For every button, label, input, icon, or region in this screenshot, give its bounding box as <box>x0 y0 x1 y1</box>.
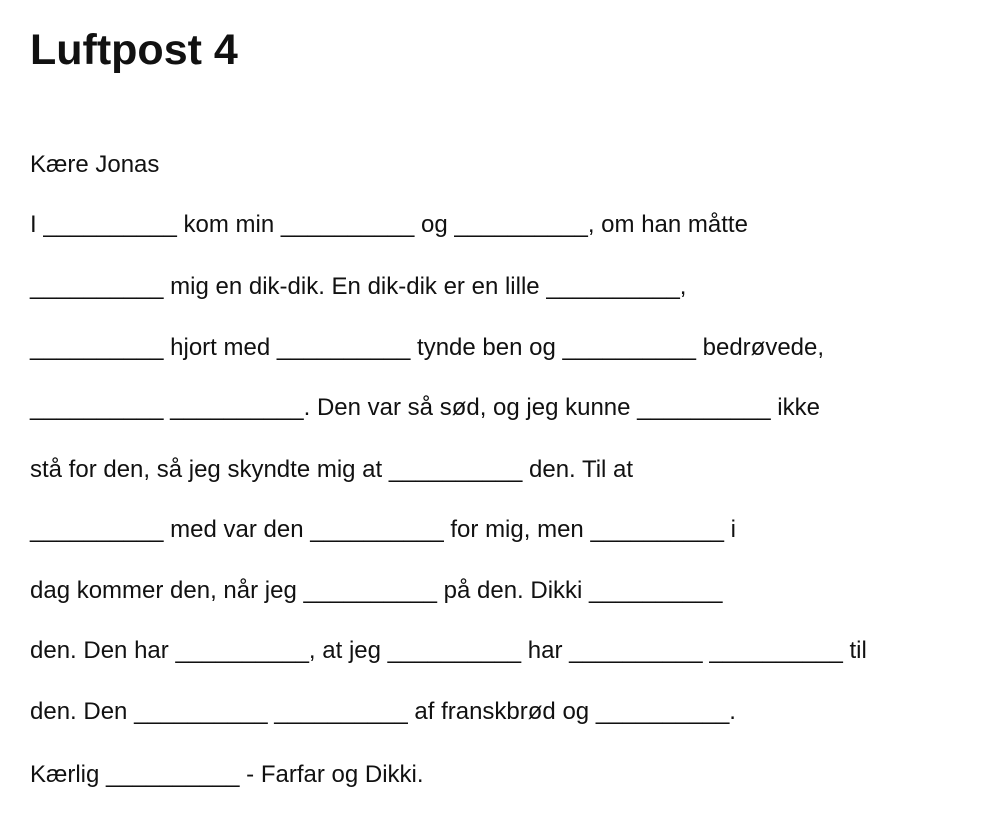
blank-field[interactable]: __________ <box>546 273 680 300</box>
text-segment: , om han måtte <box>587 211 748 238</box>
text-segment: . <box>729 698 736 725</box>
blank-field[interactable]: __________ <box>589 577 723 604</box>
blank-field[interactable]: __________ <box>280 211 415 238</box>
text-segment: med var den <box>163 516 311 543</box>
blank-field[interactable]: __________ <box>30 516 164 543</box>
blank-field[interactable]: __________ <box>30 334 164 361</box>
greeting-line: Kære Jonas <box>30 151 160 178</box>
text-segment: , <box>679 273 687 300</box>
text-segment: til <box>842 637 867 664</box>
page-title: Luftpost 4 <box>30 26 238 74</box>
blank-field[interactable]: __________ <box>30 394 164 421</box>
text-line-10 <box>30 760 424 790</box>
text-segment: den. Til at <box>522 456 634 483</box>
text-segment: , at jeg <box>308 637 388 664</box>
text-segment: . Den var så sød, og jeg kunne <box>303 394 638 421</box>
text-line-6 <box>30 515 736 545</box>
blank-field[interactable]: __________ <box>387 637 522 664</box>
blank-field[interactable]: __________ <box>595 698 730 725</box>
text-segment: af franskbrød og <box>407 698 596 725</box>
text-segment: dag kommer den, når jeg <box>30 577 304 604</box>
blank-field[interactable]: __________ <box>134 698 268 725</box>
text-line-4 <box>30 393 820 423</box>
blank-field[interactable]: __________ <box>274 698 408 725</box>
text-line-3 <box>30 333 824 363</box>
blank-field[interactable]: __________ <box>43 211 177 238</box>
text-segment: for mig, men <box>443 516 591 543</box>
blank-field[interactable]: __________ <box>303 577 437 604</box>
text-segment: tynde ben og <box>410 334 563 361</box>
blank-field[interactable]: __________ <box>388 456 523 483</box>
text-segment: bedrøvede, <box>695 334 825 361</box>
text-line-2 <box>30 272 686 302</box>
text-segment: - Farfar og Dikki. <box>239 761 424 788</box>
blank-field[interactable]: __________ <box>709 637 843 664</box>
blank-field[interactable]: __________ <box>562 334 696 361</box>
text-segment: den. Den har <box>30 637 176 664</box>
blank-field[interactable]: __________ <box>175 637 309 664</box>
text-segment: på den. Dikki <box>436 577 590 604</box>
text-line-1 <box>30 210 748 240</box>
blank-field[interactable]: __________ <box>454 211 588 238</box>
text-line-7 <box>30 576 723 606</box>
blank-field[interactable]: __________ <box>310 516 444 543</box>
text-segment: hjort med <box>163 334 277 361</box>
blank-field[interactable]: __________ <box>276 334 411 361</box>
text-line-8 <box>30 636 867 666</box>
text-segment: I <box>30 211 44 238</box>
blank-field[interactable]: __________ <box>106 761 240 788</box>
text-segment: kom min <box>176 211 281 238</box>
blank-field[interactable]: __________ <box>590 516 724 543</box>
text-segment: stå for den, så jeg skyndte mig at <box>30 456 389 483</box>
text-segment: og <box>414 211 455 238</box>
text-segment: ikke <box>770 394 820 421</box>
text-line-5 <box>30 455 633 485</box>
blank-field[interactable]: __________ <box>30 273 164 300</box>
text-line-9 <box>30 697 736 727</box>
text-segment: Kærlig <box>30 761 107 788</box>
text-segment: mig en dik-dik. En dik-dik er en lille <box>163 273 547 300</box>
blank-field[interactable]: __________ <box>569 637 703 664</box>
blank-field[interactable]: __________ <box>170 394 304 421</box>
text-segment: i <box>723 516 736 543</box>
text-segment: har <box>521 637 570 664</box>
blank-field[interactable]: __________ <box>637 394 771 421</box>
text-segment: den. Den <box>30 698 135 725</box>
